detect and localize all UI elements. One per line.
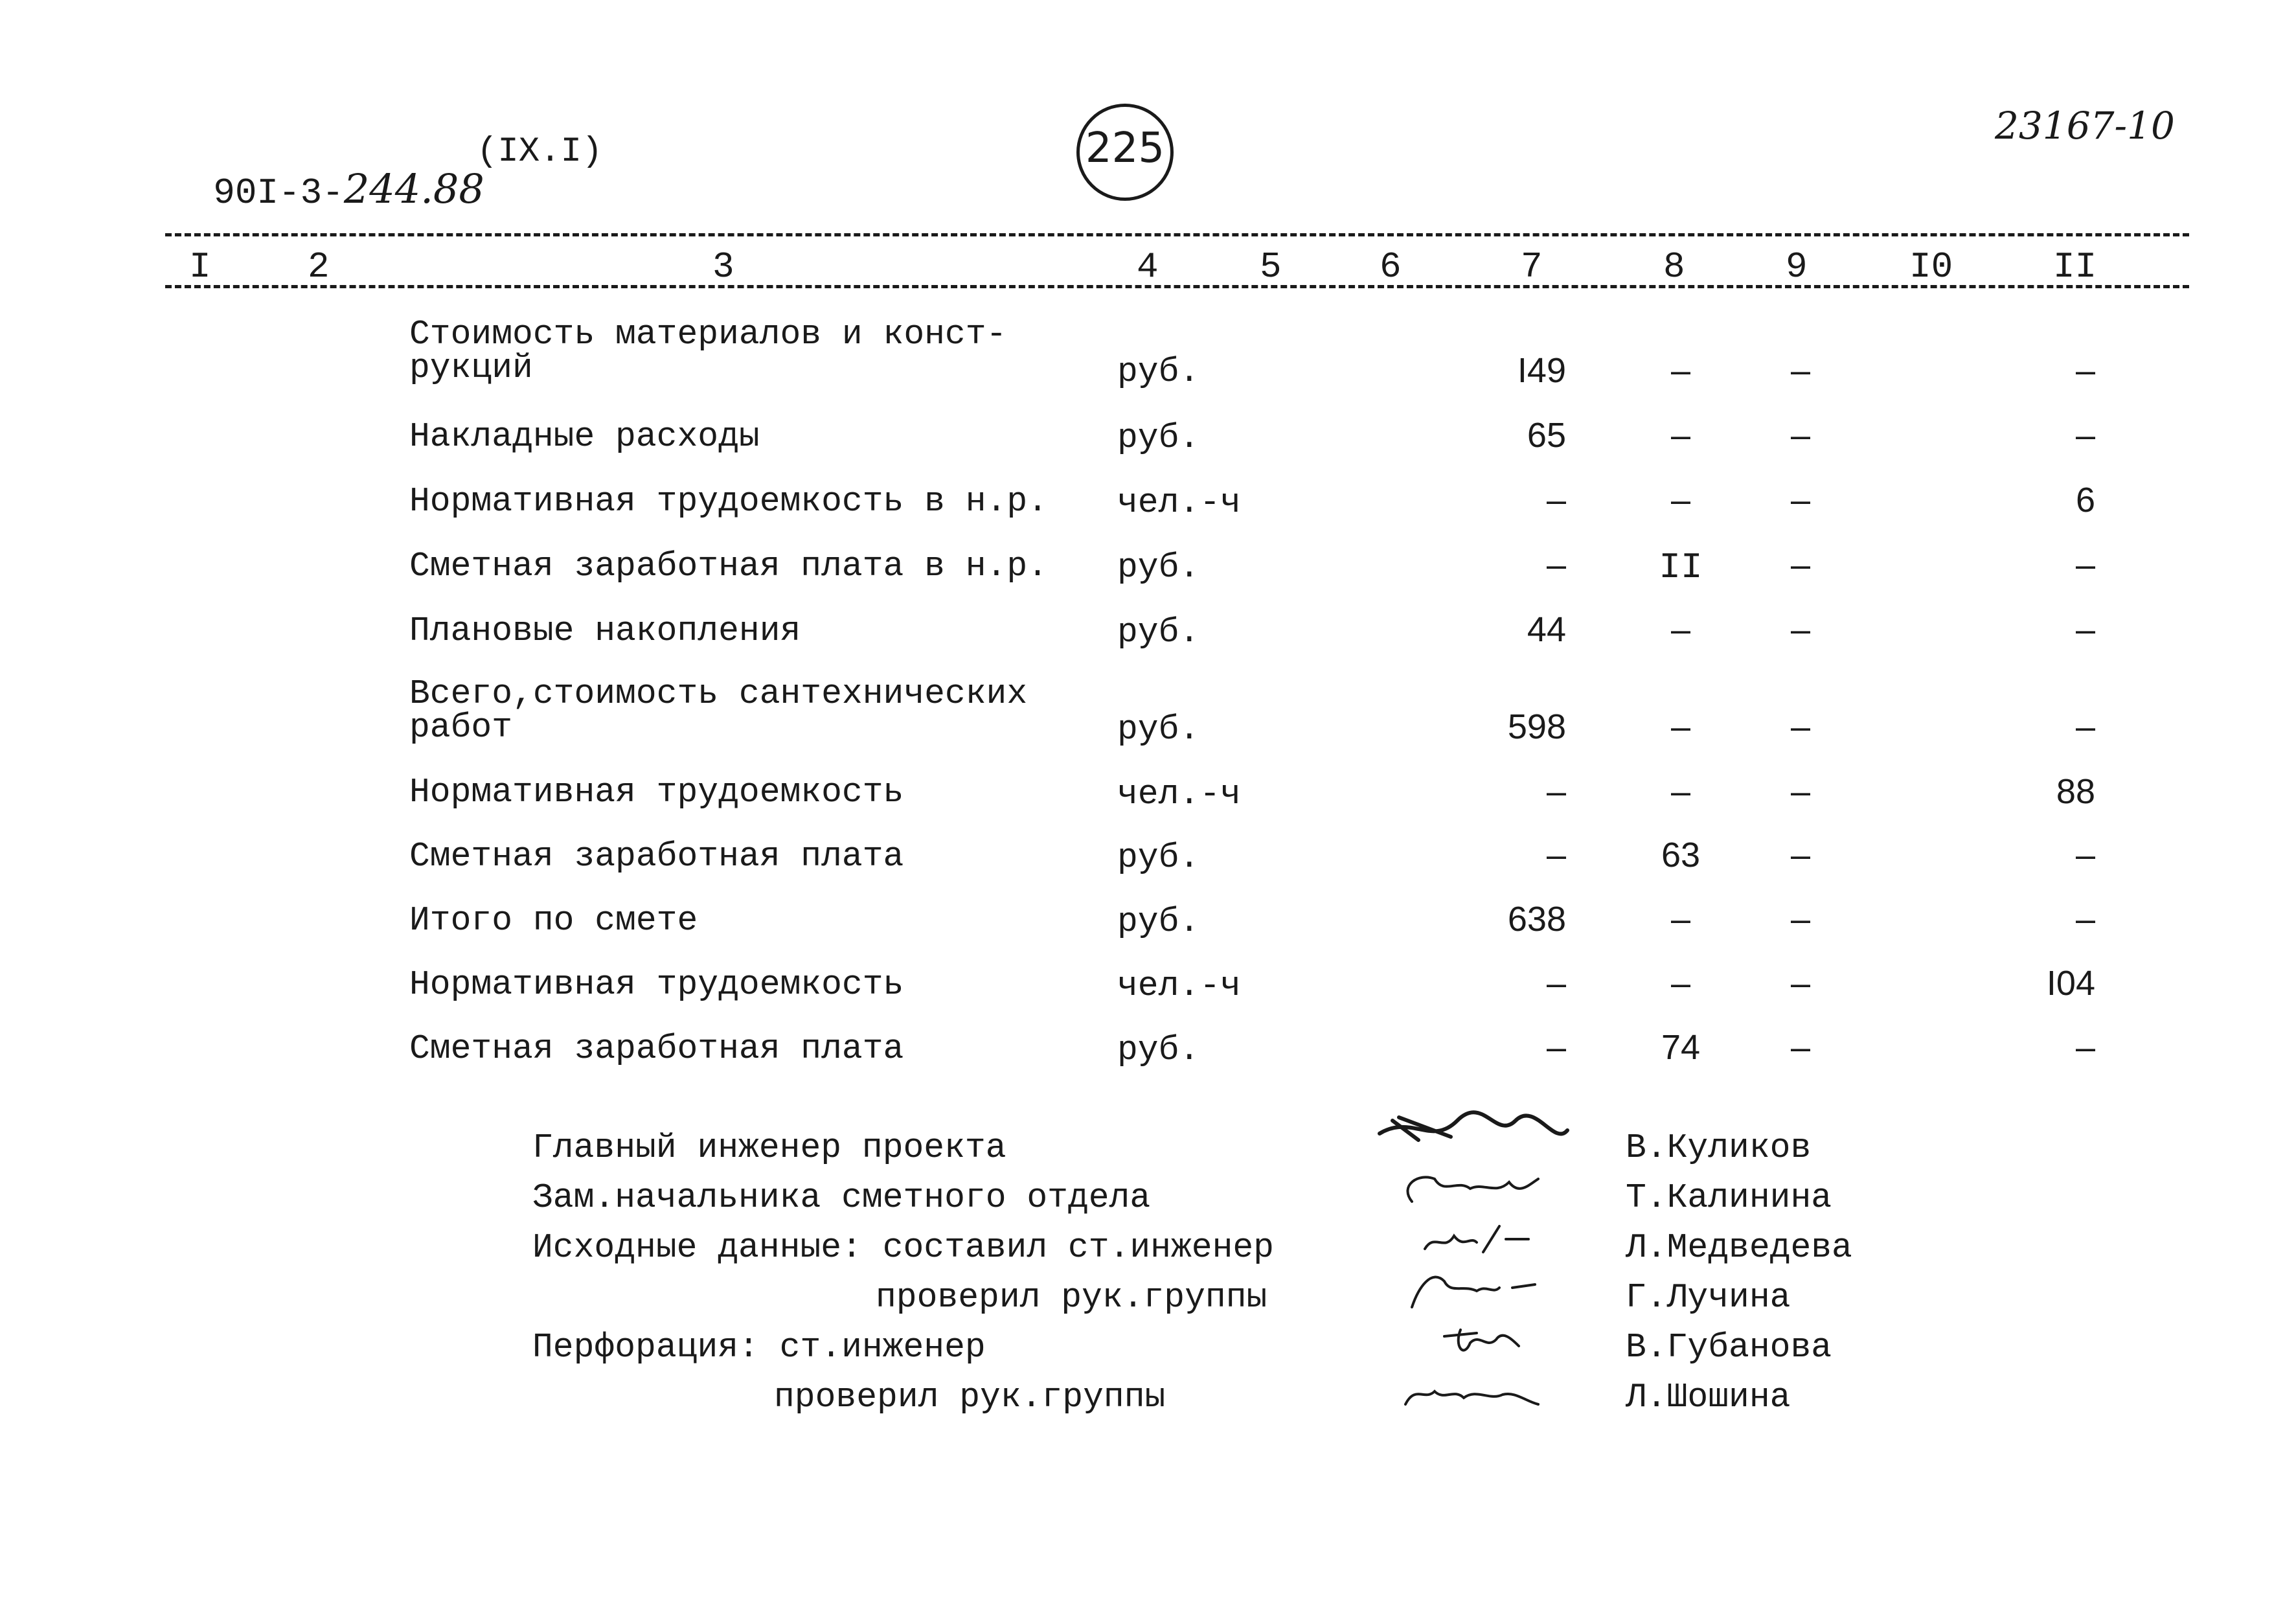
column-header-8: 8 (1663, 246, 1685, 288)
row-value-col9: – (1790, 836, 1811, 874)
row-value-col8: – (1670, 707, 1691, 746)
designation-suffix: (IX.I) (477, 132, 603, 172)
row-value-col8: – (1670, 416, 1691, 455)
signatory-name: Л.Шошина (1626, 1378, 1791, 1417)
row-value-col8: – (1670, 481, 1691, 519)
column-header-9: 9 (1786, 246, 1808, 288)
row-label: Накладные расходы (409, 417, 760, 456)
signature-title: проверил рук.группы (876, 1278, 1267, 1317)
row-unit: руб. (1117, 710, 1200, 749)
column-header-10: I0 (1909, 246, 1953, 288)
signatory-name: Г.Лучина (1626, 1278, 1791, 1317)
row-value-col11: 6 (2075, 481, 2095, 519)
row-value-col7: – (1546, 481, 1566, 519)
row-label: Стоимость материалов и конст- рукций (409, 315, 1007, 387)
row-value-col7: – (1546, 836, 1566, 874)
row-value-col7: I49 (1517, 351, 1566, 390)
row-unit: руб. (1117, 418, 1200, 457)
row-value-col11: I04 (2046, 964, 2095, 1003)
column-header-4: 4 (1137, 246, 1159, 288)
row-unit: чел.-ч (1117, 775, 1241, 814)
row-unit: руб. (1117, 548, 1200, 587)
row-label: Сметная заработная плата (409, 1029, 904, 1068)
row-value-col8: – (1670, 964, 1691, 1003)
row-value-col9: – (1790, 610, 1811, 649)
row-value-col9: – (1790, 545, 1811, 584)
row-value-col9: – (1790, 772, 1811, 811)
row-value-col11: – (2075, 416, 2095, 455)
document-code: 23167-10 (1995, 104, 2175, 148)
column-header-2: 2 (308, 246, 330, 288)
row-value-col11: – (2075, 1028, 2095, 1067)
designation-handwritten: 244.88 (343, 165, 484, 212)
column-header-1: I (189, 246, 211, 288)
signature-title: Главный инженер проекта (532, 1128, 1006, 1167)
row-label: Всего,стоимость сантехнических работ (409, 674, 1028, 747)
row-value-col7: – (1546, 1028, 1566, 1067)
row-value-col7: – (1546, 545, 1566, 584)
signature-title: проверил рук.группы (774, 1378, 1166, 1417)
column-header-11: II (2053, 246, 2097, 288)
row-label: Нормативная трудоемкость (409, 965, 904, 1004)
row-unit: руб. (1117, 902, 1200, 941)
row-unit: руб. (1117, 838, 1200, 877)
row-value-col9: – (1790, 416, 1811, 455)
row-label: Итого по смете (409, 901, 698, 940)
row-value-col7: – (1546, 964, 1566, 1003)
signatory-name: В.Куликов (1626, 1128, 1812, 1167)
row-value-col8: – (1670, 351, 1691, 390)
row-value-col9: – (1790, 1028, 1811, 1067)
row-value-col11: – (2075, 545, 2095, 584)
column-header-6: 6 (1380, 246, 1402, 288)
document-designation (170, 133, 484, 214)
page-number: 225 (1085, 124, 1165, 172)
row-value-col8: 74 (1661, 1028, 1701, 1067)
signature-title: Исходные данные: составил ст.инженер (532, 1228, 1274, 1267)
row-value-col7: 598 (1507, 707, 1566, 746)
row-value-col8: – (1670, 610, 1691, 649)
row-value-col8: – (1670, 900, 1691, 939)
row-value-col11: – (2075, 707, 2095, 746)
signature-title: Перфорация: ст.инженер (532, 1328, 986, 1367)
signature-scribble (1373, 1101, 1580, 1153)
designation-prefix: 90I-3- (213, 172, 344, 214)
row-unit: чел.-ч (1117, 483, 1241, 522)
signatory-name: Л.Медведева (1626, 1228, 1852, 1267)
signature-title: Зам.начальника сметного отдела (532, 1178, 1151, 1217)
row-label: Нормативная трудоемкость в н.р. (409, 482, 1048, 521)
signatory-name: Т.Калинина (1626, 1178, 1832, 1217)
row-label: Нормативная трудоемкость (409, 773, 904, 812)
row-unit: руб. (1117, 352, 1200, 391)
row-label: Сметная заработная плата (409, 837, 904, 876)
row-label: Сметная заработная плата в н.р. (409, 547, 1048, 586)
row-unit: руб. (1117, 1031, 1200, 1069)
row-value-col7: 65 (1527, 416, 1566, 455)
row-value-col8: – (1670, 772, 1691, 811)
row-value-col11: – (2075, 900, 2095, 939)
header-rule-top (165, 233, 2189, 236)
signature-scribble (1373, 1314, 1580, 1365)
signature-scribble (1373, 1365, 1580, 1417)
signature-scribble (1373, 1262, 1580, 1314)
row-value-col9: – (1790, 481, 1811, 519)
column-header-7: 7 (1521, 246, 1543, 288)
row-value-col7: 638 (1507, 900, 1566, 939)
header-rule-bottom (165, 285, 2189, 288)
column-header-3: 3 (712, 246, 734, 288)
row-value-col11: 88 (2056, 772, 2095, 811)
row-unit: руб. (1117, 613, 1200, 652)
row-value-col9: – (1790, 351, 1811, 390)
signatory-name: В.Губанова (1626, 1328, 1832, 1367)
row-value-col11: – (2075, 836, 2095, 874)
row-value-col9: – (1790, 964, 1811, 1003)
row-value-col8: II (1659, 547, 1703, 588)
column-header-5: 5 (1260, 246, 1282, 288)
row-value-col8: 63 (1661, 836, 1701, 874)
row-value-col11: – (2075, 610, 2095, 649)
row-unit: чел.-ч (1117, 966, 1241, 1005)
row-value-col9: – (1790, 900, 1811, 939)
row-label: Плановые накопления (409, 611, 801, 650)
signature-scribble (1373, 1216, 1580, 1262)
row-value-col7: 44 (1527, 610, 1566, 649)
row-value-col9: – (1790, 707, 1811, 746)
signature-scribble (1373, 1166, 1580, 1211)
row-value-col7: – (1546, 772, 1566, 811)
row-value-col11: – (2075, 351, 2095, 390)
